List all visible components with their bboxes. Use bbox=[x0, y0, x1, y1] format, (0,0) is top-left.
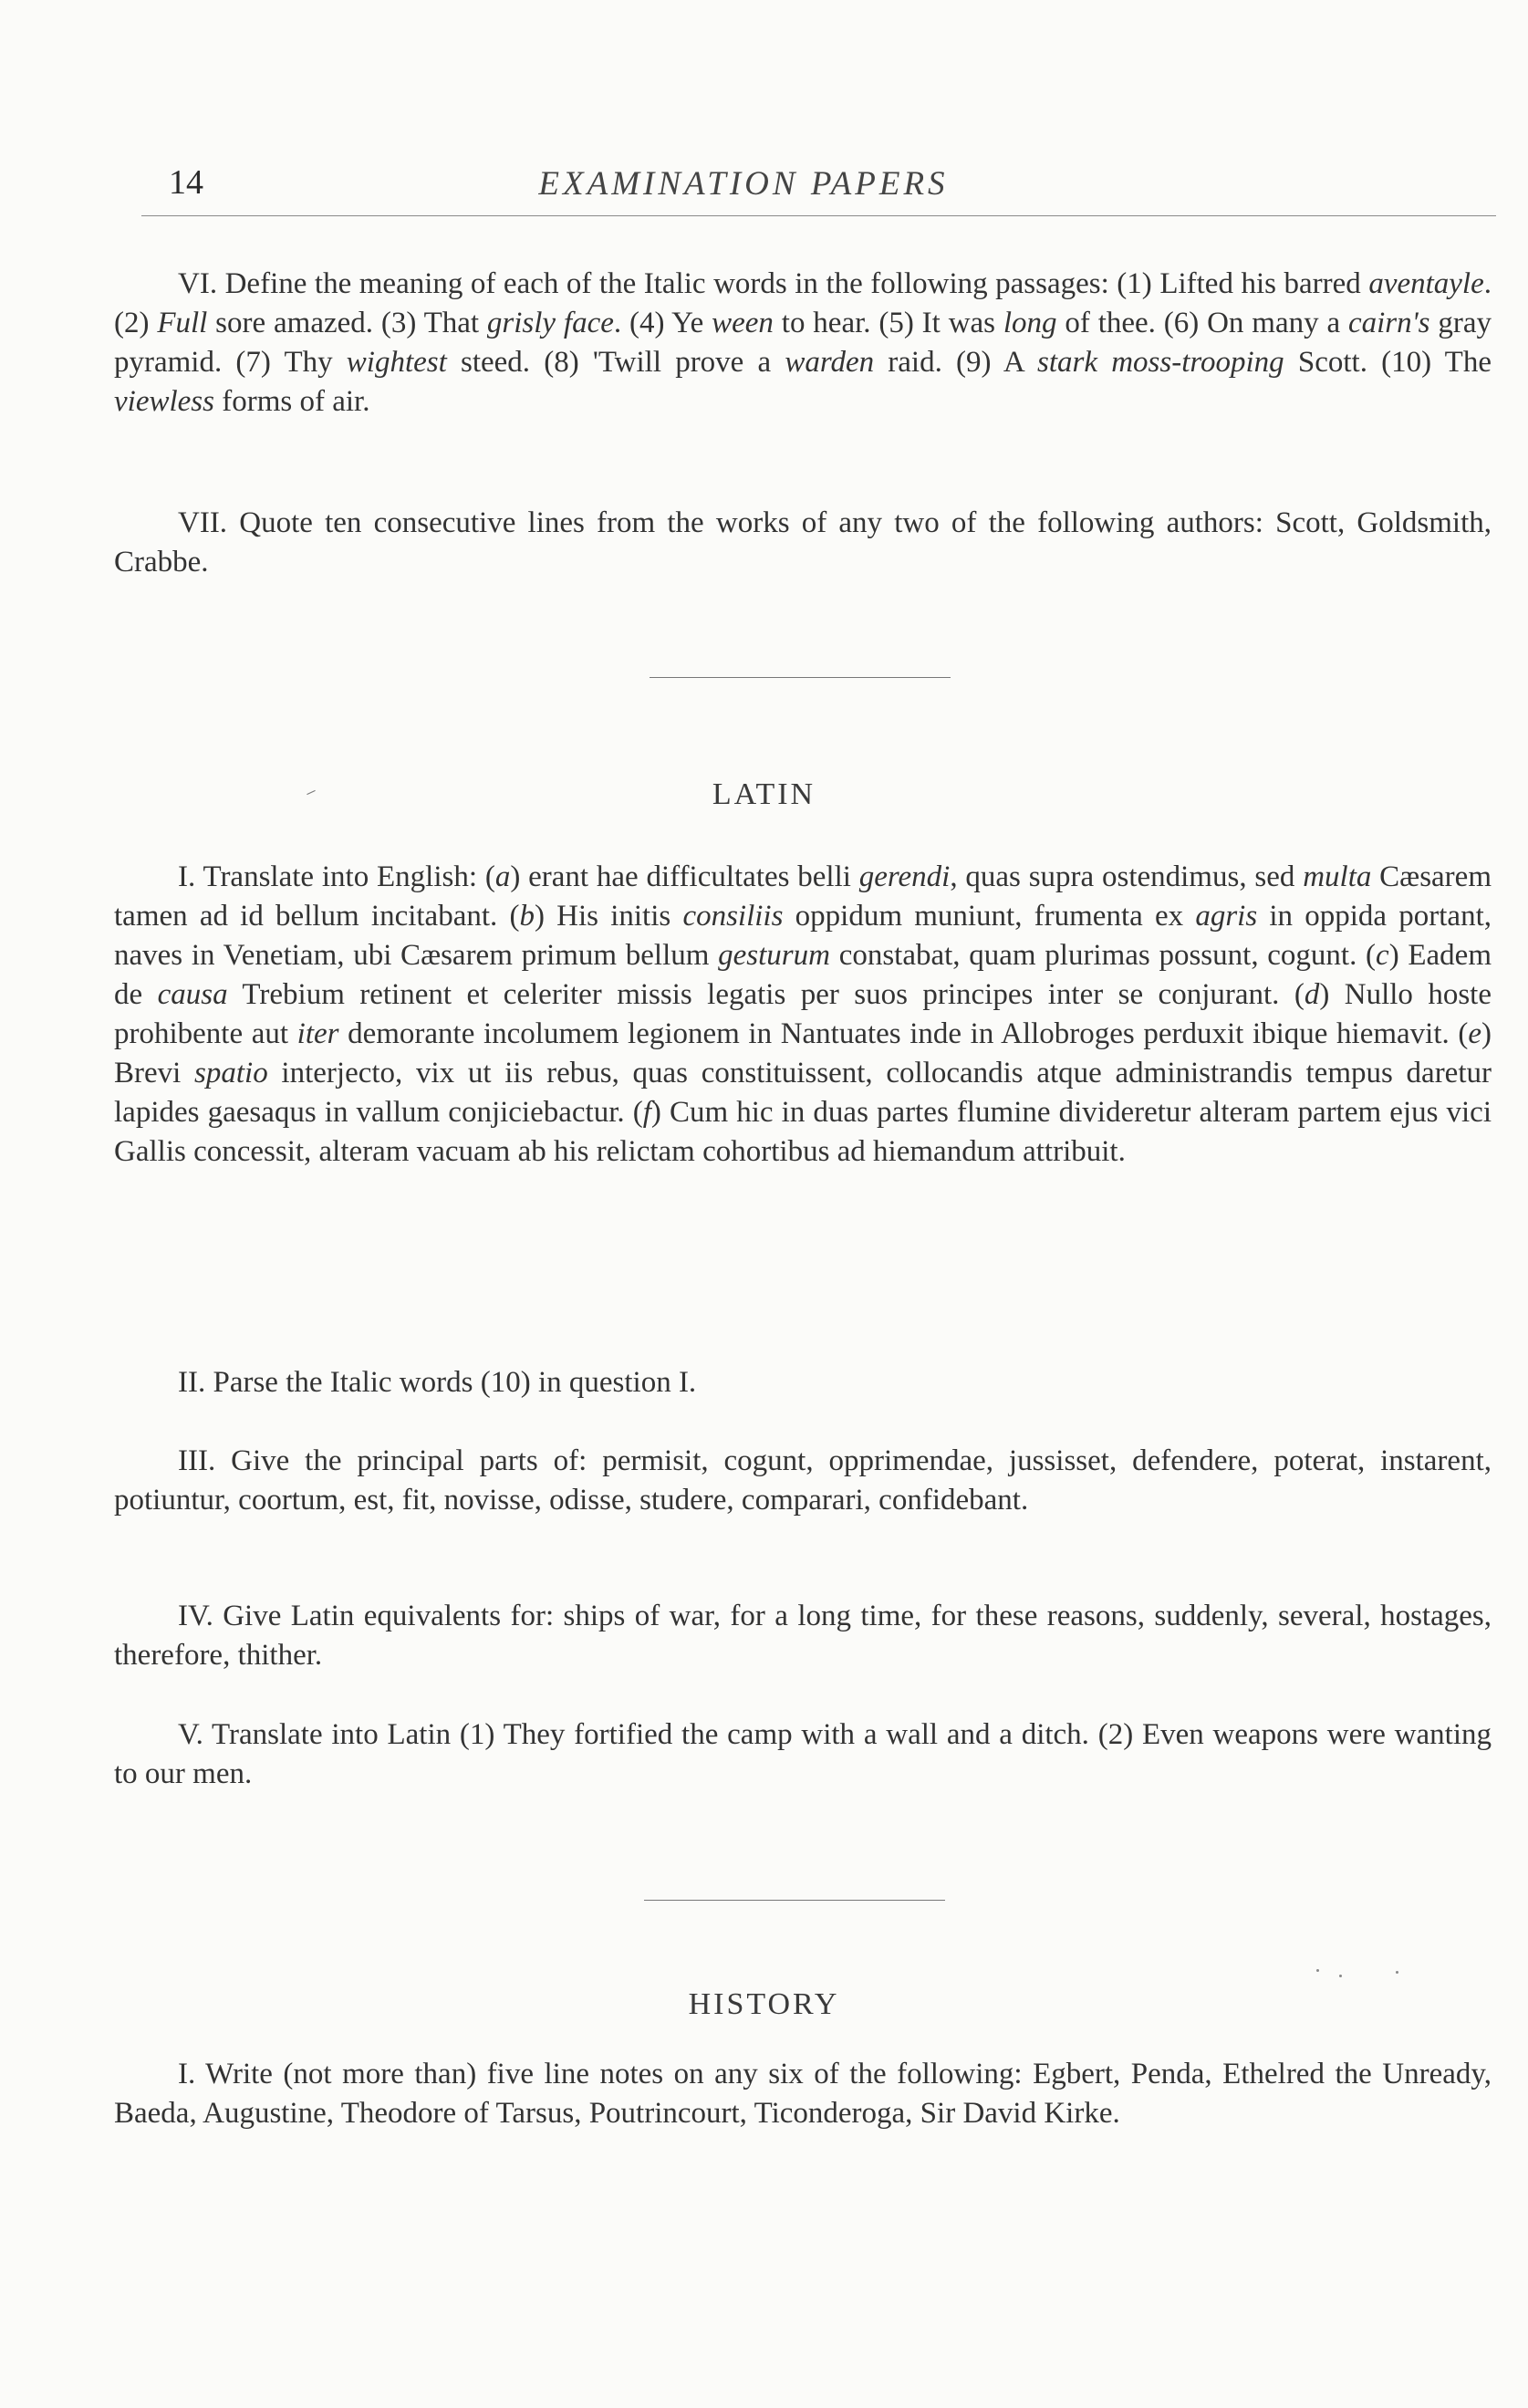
header-rule bbox=[141, 215, 1496, 216]
english-section bbox=[114, 265, 1492, 422]
latin-section-q5 bbox=[114, 1715, 1492, 1794]
latin-question-ii: II. Parse the Italic words (10) in question I. bbox=[178, 1366, 697, 1399]
section-divider bbox=[650, 677, 951, 678]
question-vi: VI. Define the meaning of each of the Italic words in the following passages: (1) Lifted his barred aventayle. (2) Full sore amazed. (3) That grisly face. (4) Ye ween to hear. (5) It was long of thee. (6) On many a cairn's gray pyramid. (7) Thy wightest steed. (8) 'Twill prove a warden raid. (9) A stark moss-trooping Scott. (10) The viewless forms of air. bbox=[114, 267, 1492, 418]
page-number: 14 bbox=[169, 163, 203, 202]
latin-question-iv: IV. Give Latin equivalents for: ships of war, for a long time, for these reasons, suddenly, several, hostages, therefore, thither. bbox=[114, 1600, 1492, 1672]
latin-question-v: V. Translate into Latin (1) They fortified the camp with a wall and a ditch. (2) Even weapons were wanting to our men. bbox=[114, 1718, 1492, 1790]
history-question-i: I. Write (not more than) five line notes on any six of the following: Egbert, Penda, Ethelred the Unready, Baeda, Augustine, Theodore of Tarsus, Poutrincourt, Ticonderoga, Sir David Kirke. bbox=[114, 2058, 1492, 2130]
latin-heading: LATIN bbox=[712, 777, 816, 811]
latin-section-q3 bbox=[114, 1442, 1492, 1520]
running-head bbox=[141, 162, 1346, 206]
history-heading: HISTORY bbox=[688, 1987, 840, 2021]
english-section-q7 bbox=[114, 504, 1492, 582]
latin-question-i: I. Translate into English: (a) erant hae difficultates belli gerendi, quas supra ostendimus, sed multa Cæsarem tamen ad id bellum incitabant. (b) His initis consiliis oppidum muniunt, frumenta ex agris in oppida portant, naves in Venetiam, ubi Cæsarem primum bellum gesturum constabat, quam plurimas possunt, cogunt. (c) Eadem de causa Trebium retinent et celeriter missis legatis per suos principes inter se conjurant. (d) Nullo hoste prohibente aut iter demorante incolumem legionem in Nantuates inde in Allobroges perduxit ibique hiemavit. (e) Brevi spatio interjecto, vix ut iis rebus, quas constituissent, collocandis atque administrandis tempus daretur lapides gaesaqus in vallum conjiciebactur. (f) Cum hic in duas partes flumine divideretur alteram partem ejus vici Gallis concessit, alteram vacuam ab his relictam cohortibus ad hiemandum attribuit. bbox=[114, 860, 1492, 1168]
running-title: EXAMINATION PAPERS bbox=[538, 165, 949, 203]
latin-section-q2 bbox=[114, 1363, 1492, 1402]
speck bbox=[1339, 1975, 1342, 1977]
speck bbox=[1396, 1971, 1398, 1974]
question-vii: VII. Quote ten consecutive lines from the works of any two of the following authors: Scott, Goldsmith, Crabbe. bbox=[114, 506, 1492, 579]
latin-section-q4 bbox=[114, 1597, 1492, 1675]
latin-question-iii: III. Give the principal parts of: permisit, cogunt, opprimendae, jussisset, defendere, poterat, instarent, potiuntur, coortum, est, fit, novisse, odisse, studere, comparari, confidebant. bbox=[114, 1444, 1492, 1517]
section-divider-2 bbox=[644, 1900, 945, 1901]
latin-section bbox=[114, 858, 1492, 1172]
speck bbox=[1316, 1969, 1319, 1972]
history-section bbox=[114, 2055, 1492, 2133]
